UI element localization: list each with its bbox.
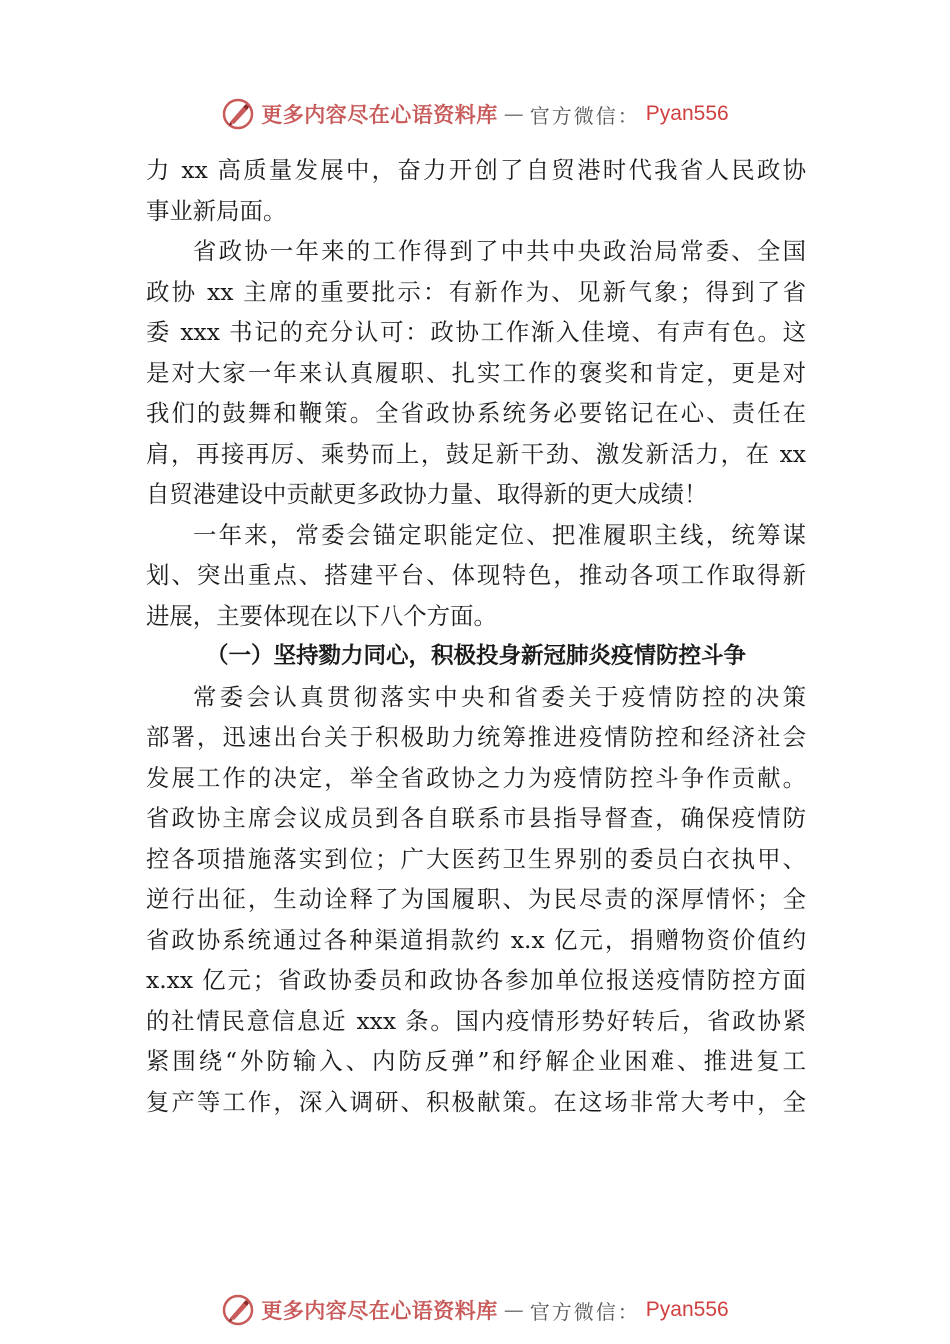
text-line: 政协 xx 主席的重要批示：有新作为、见新气象；得到了省	[146, 277, 806, 306]
text-line: 自贸港建设中贡献更多政协力量、取得新的更大成绩！	[146, 480, 708, 508]
text-line: 省政协系统通过各种渠道捐款约 x.x 亿元，捐赠物资价值约	[146, 925, 806, 954]
watermark-wechat-id: Pyan556	[645, 1298, 729, 1321]
document-body	[146, 150, 806, 1122]
watermark-brand-text: 更多内容尽在心语资料库	[261, 102, 498, 127]
text-line: 我们的鼓舞和鞭策。全省政协系统务必要铭记在心、责任在	[146, 399, 806, 427]
text-line: 省政协主席会议成员到各自联系市县指导督查，确保疫情防	[146, 804, 806, 832]
text-line: 划、突出重点、搭建平台、体现特色，推动各项工作取得新	[146, 561, 806, 589]
text-line: 控各项措施落实到位；广大医药卫生界别的委员白衣执甲、	[146, 844, 806, 873]
text-line: 复产等工作，深入调研、积极献策。在这场非常大考中，全	[146, 1087, 806, 1116]
watermark-dash: —	[503, 1298, 524, 1322]
text-line: 常委会认真贯彻落实中央和省委关于疫情防控的决策	[193, 682, 806, 711]
pen-logo-icon	[221, 1293, 255, 1327]
footer-watermark-banner	[0, 1290, 950, 1330]
watermark-dash: —	[503, 102, 524, 126]
text-line: 是对大家一年来认真履职、扎实工作的褒奖和肯定，更是对	[146, 358, 806, 387]
header-watermark-banner	[0, 94, 950, 134]
text-line: 部署，迅速出台关于积极助力统筹推进疫情防控和经济社会	[146, 723, 806, 751]
watermark-wechat-label: 官方微信：	[529, 103, 640, 128]
text-line: 省政协一年来的工作得到了中共中央政治局常委、全国	[193, 237, 806, 265]
text-line: 委 xxx 书记的充分认可：政协工作渐入佳境、有声有色。这	[146, 318, 806, 346]
text-line: 发展工作的决定，举全省政协之力为疫情防控斗争作贡献。	[146, 763, 806, 792]
text-line: 进展，主要体现在以下八个方面。	[146, 601, 497, 630]
text-line: x.xx 亿元；省政协委员和政协各参加单位报送疫情防控方面	[146, 966, 806, 994]
text-line: 事业新局面。	[146, 196, 287, 225]
text-line: 的社情民意信息近 xxx 条。国内疫情形势好转后，省政协紧	[146, 1006, 806, 1035]
section-heading: （一）坚持勠力同心，积极投身新冠肺炎疫情防控斗争	[206, 643, 747, 669]
text-line: 紧围绕“外防输入、内防反弹”和纾解企业困难、推进复工	[146, 1047, 806, 1075]
text-line: 力 xx 高质量发展中，奋力开创了自贸港时代我省人民政协	[146, 156, 806, 184]
watermark-wechat-label: 官方微信：	[529, 1299, 640, 1324]
text-line: 一年来，常委会锚定职能定位、把准履职主线，统筹谋	[193, 520, 806, 549]
watermark-wechat-id: Pyan556	[645, 102, 729, 125]
watermark-brand-text: 更多内容尽在心语资料库	[261, 1298, 498, 1323]
text-line: 逆行出征，生动诠释了为国履职、为民尽责的深厚情怀；全	[146, 885, 806, 913]
pen-logo-icon	[221, 97, 255, 131]
text-line: 肩，再接再厉、乘势而上，鼓足新干劲、激发新活力，在 xx	[146, 439, 806, 468]
